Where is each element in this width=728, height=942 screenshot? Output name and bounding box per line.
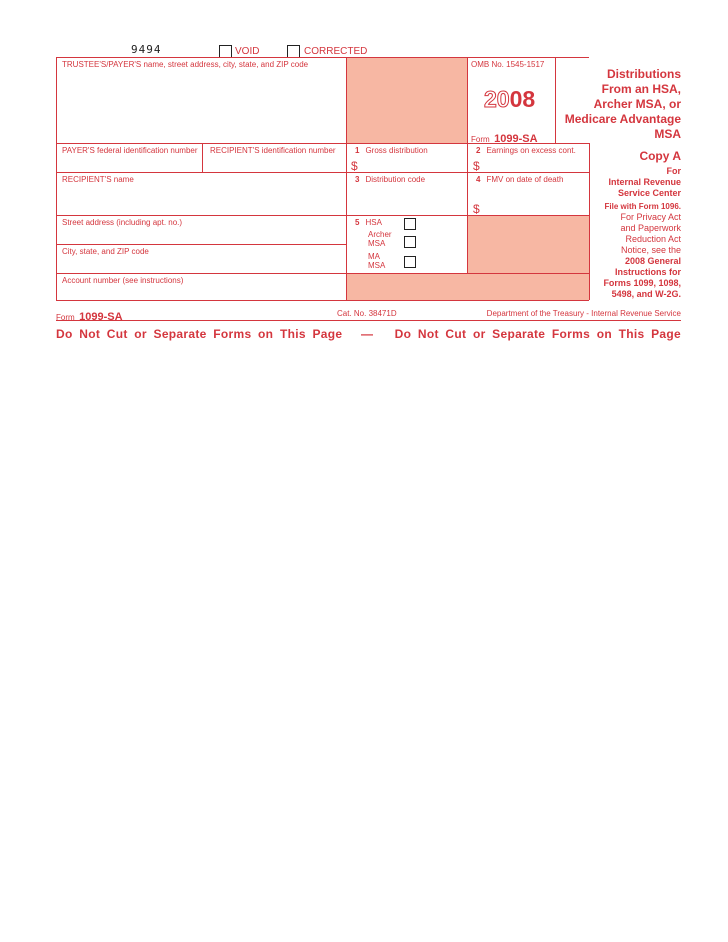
sidebar-for: For xyxy=(666,166,681,176)
box3-label xyxy=(355,176,425,184)
footer-form-name: 1099-SA xyxy=(79,311,123,323)
sidebar-general-1: 2008 General xyxy=(624,256,681,266)
recipient-id-field[interactable] xyxy=(203,156,345,171)
city-state-zip-field[interactable] xyxy=(57,258,345,272)
col-line-346 xyxy=(346,57,347,300)
catalog-number: Cat. No. 38471D xyxy=(337,309,397,318)
box5-ma-msa-text: MSA xyxy=(368,261,386,270)
box1-3-shaded-area xyxy=(346,58,467,143)
sidebar-general-4: 5498, and W-2G. xyxy=(611,289,681,299)
payer-name-field[interactable] xyxy=(57,72,345,142)
payer-fed-id-field[interactable] xyxy=(57,156,201,171)
void-label: VOID xyxy=(235,46,260,57)
sidebar-file-with: File with Form 1096. xyxy=(604,202,681,211)
row-line-273 xyxy=(56,273,589,274)
box5-archer-text: Archer xyxy=(368,230,392,239)
box5-archer-msa-text: MSA xyxy=(368,239,386,248)
row-line-215 xyxy=(56,215,589,216)
payer-fed-id-label: PAYER'S federal identification number xyxy=(62,146,198,155)
title-line-5: MSA xyxy=(654,127,681,141)
sidebar-privacy-4: Notice, see the xyxy=(620,245,681,255)
sidebar-general-3: Forms 1099, 1098, xyxy=(603,278,681,288)
title-line-1: Distributions xyxy=(607,67,681,81)
col-line-555 xyxy=(555,57,556,143)
street-address-field[interactable] xyxy=(57,229,345,243)
box4-number: 4 xyxy=(476,175,481,184)
box3-number: 3 xyxy=(355,175,360,184)
box5-hsa-checkbox[interactable] xyxy=(404,218,416,230)
box4-dollar-sign: $ xyxy=(473,202,480,216)
box5-ma-text: MA xyxy=(368,252,380,261)
form-identifier xyxy=(471,129,538,147)
sidebar-privacy-2: and Paperwork xyxy=(620,223,681,233)
omb-number: OMB No. 1545-1517 xyxy=(471,60,545,69)
footer-line xyxy=(56,320,681,321)
street-address-label: Street address (including apt. no.) xyxy=(62,218,183,227)
account-number-label: Account number (see instructions) xyxy=(62,276,184,285)
sidebar-irs-1: Internal Revenue xyxy=(608,177,681,187)
box2-text: Earnings on excess cont. xyxy=(486,146,576,155)
box5-label xyxy=(355,219,382,227)
box1-number: 1 xyxy=(355,146,360,155)
sidebar-privacy-1: For Privacy Act xyxy=(620,212,681,222)
box5-hsa-text: HSA xyxy=(365,218,382,227)
box5-number: 5 xyxy=(355,218,360,227)
form-word: Form xyxy=(471,135,490,144)
recipient-name-field[interactable] xyxy=(57,186,345,214)
form-top-border xyxy=(56,57,589,58)
form-code: 9494 xyxy=(131,43,162,56)
cut-warning-left: Do Not Cut or Separate Forms on This Page xyxy=(56,327,343,341)
tax-year-suffix: 08 xyxy=(509,86,536,112)
box1-dollar-sign: $ xyxy=(351,159,358,173)
sidebar-privacy-3: Reduction Act xyxy=(625,234,681,244)
col-line-467 xyxy=(467,57,468,273)
box5-archer-msa-checkbox[interactable] xyxy=(404,236,416,248)
box2-number: 2 xyxy=(476,146,481,155)
footer-form-word: Form xyxy=(56,313,75,322)
title-line-4: Medicare Advantage xyxy=(564,112,681,126)
sidebar-irs-2: Service Center xyxy=(617,188,681,198)
sidebar-general-2: Instructions for xyxy=(614,267,681,277)
form-title xyxy=(565,67,681,142)
payer-name-label: TRUSTEE'S/PAYER'S name, street address, city, state, and ZIP code xyxy=(62,60,309,69)
box2-dollar-sign: $ xyxy=(473,159,480,173)
copy-a-sidebar xyxy=(541,148,681,300)
box1-gross-distribution-field[interactable] xyxy=(362,157,466,171)
tax-year-prefix: 20 xyxy=(484,86,510,112)
form-name: 1099-SA xyxy=(494,133,538,145)
box3-distribution-code-field[interactable] xyxy=(347,186,466,214)
form-bottom-border xyxy=(56,300,589,301)
account-number-field[interactable] xyxy=(57,286,345,299)
row-line-244 xyxy=(56,244,346,245)
corrected-label: CORRECTED xyxy=(304,46,368,57)
recipient-name-label: RECIPIENT'S name xyxy=(62,175,134,184)
copy-a-heading: Copy A xyxy=(639,149,681,163)
title-line-3: Archer MSA, or xyxy=(593,97,681,111)
box4-text: FMV on date of death xyxy=(486,175,564,184)
cut-warning-dash: — xyxy=(361,327,374,341)
row-line-172 xyxy=(56,172,589,173)
tax-year xyxy=(484,88,535,111)
box5-ma-msa-checkbox[interactable] xyxy=(404,256,416,268)
footer-form-identifier xyxy=(56,307,123,325)
box1-text: Gross distribution xyxy=(365,146,428,155)
recipient-id-label: RECIPIENT'S identification number xyxy=(210,146,336,155)
city-state-zip-label: City, state, and ZIP code xyxy=(62,247,149,256)
cut-warning-right: Do Not Cut or Separate Forms on This Page xyxy=(394,327,681,341)
title-line-2: From an HSA, xyxy=(601,82,681,96)
box1-label xyxy=(355,147,428,155)
box3-text: Distribution code xyxy=(365,175,426,184)
department-of-treasury: Department of the Treasury - Internal Revenue Service xyxy=(486,309,681,318)
